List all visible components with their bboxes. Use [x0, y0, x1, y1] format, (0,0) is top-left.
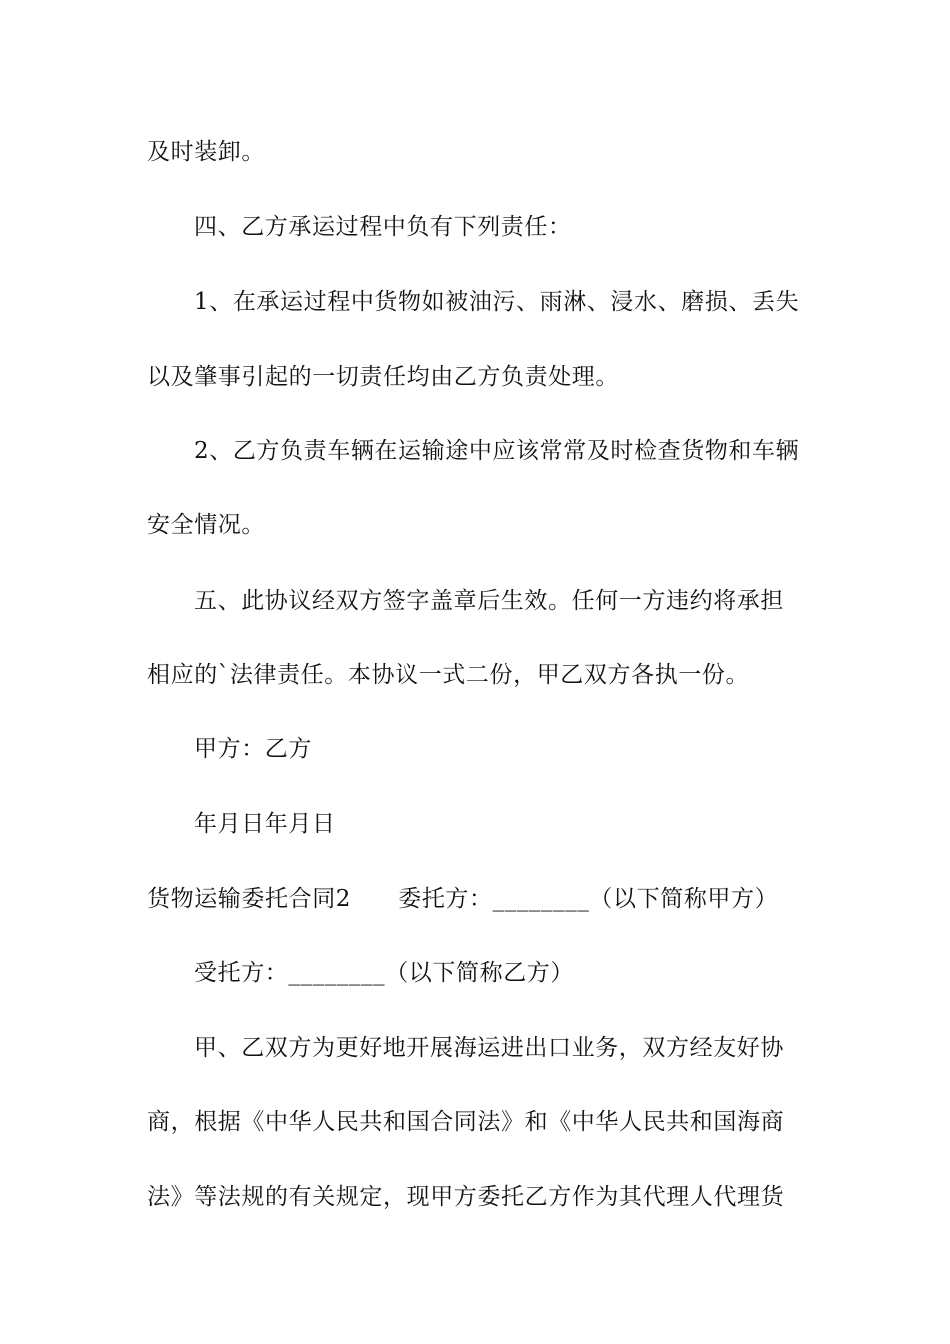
paragraph-line: 商，根据《中华人民共和国合同法》和《中华人民共和国海商: [147, 1109, 785, 1135]
section-heading: 四、乙方承运过程中负有下列责任：: [194, 214, 572, 240]
paragraph-line: 1、在承运过程中货物如被油污、雨淋、浸水、磨损、丢失: [194, 289, 800, 315]
party-line: 受托方：________（以下简称乙方）: [194, 960, 574, 986]
paragraph-line: 安全情况。: [147, 512, 265, 538]
section-heading: 五、此协议经双方签字盖章后生效。任何一方违约将承担: [194, 588, 784, 614]
paragraph-line: 法》等法规的有关规定，现甲方委托乙方作为其代理人代理货: [147, 1184, 785, 1210]
signature-line: 甲方：乙方: [194, 736, 312, 762]
paragraph-line: 相应的`法律责任。本协议一式二份，甲乙双方各执一份。: [147, 662, 750, 688]
contract-title-line: 货物运输委托合同2 委托方：________（以下简称甲方）: [147, 886, 779, 912]
paragraph-line: 甲、乙双方为更好地开展海运进出口业务，双方经友好协: [194, 1035, 784, 1061]
paragraph-line: 以及肇事引起的一切责任均由乙方负责处理。: [147, 364, 619, 390]
date-line: 年月日年月日: [194, 811, 336, 837]
paragraph-line: 2、乙方负责车辆在运输途中应该常常及时检查货物和车辆: [194, 438, 800, 464]
paragraph-line: 及时装卸。: [147, 139, 265, 165]
